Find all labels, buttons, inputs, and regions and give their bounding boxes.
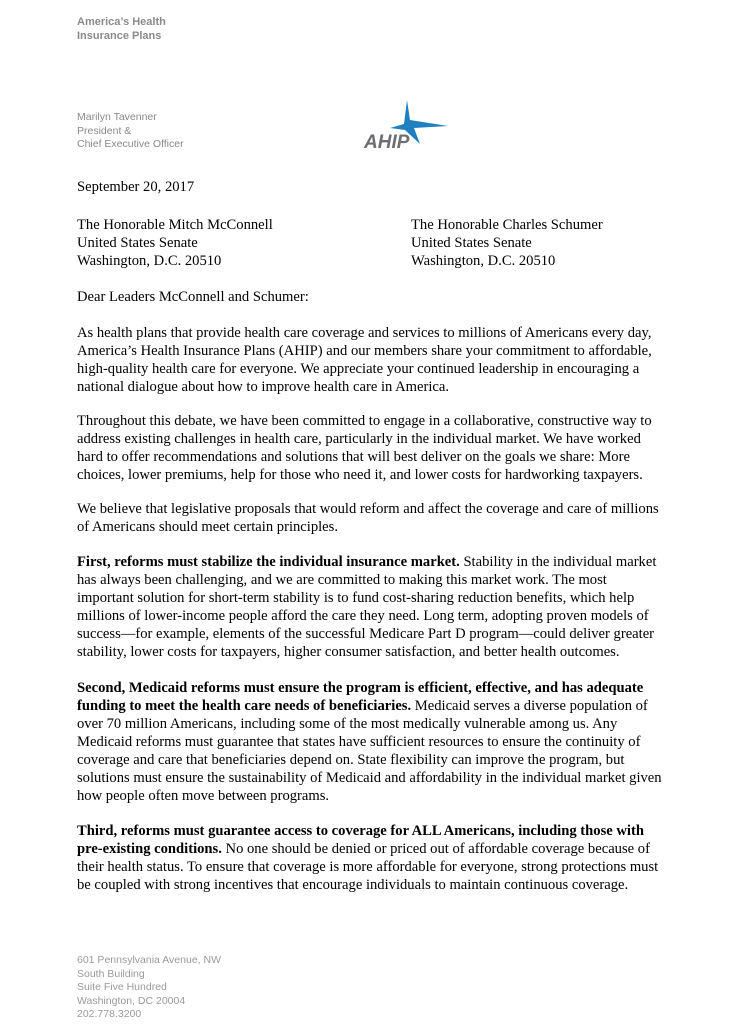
logo-text: AHIP (364, 132, 410, 153)
executive-block (77, 111, 184, 152)
paragraph-third-principle (77, 822, 697, 894)
executive-title-line1: President & (77, 124, 132, 137)
paragraph-line: high-quality health care for everyone. We appreciate your continued leadership in encouraging a (77, 361, 640, 377)
footer-address (77, 954, 221, 1022)
paragraph-line: address existing challenges in health care, particularly in the individual market. We have worked (77, 431, 641, 447)
paragraph-line: solutions must ensure the sustainability of Medicaid and affordability in the individual market given (77, 770, 662, 786)
paragraph-debate (77, 412, 697, 484)
paragraph-line: stability, lower costs for taxpayers, higher consumer satisfaction, and better health outcomes. (77, 644, 620, 660)
paragraph-line: has always been challenging, and we are committed to making this market work. The most (77, 572, 607, 588)
recipient-2-city: Washington, D.C. 20510 (411, 253, 556, 269)
salutation: Dear Leaders McConnell and Schumer: (77, 289, 309, 305)
principle-2-heading-cont: funding to meet the health care needs of beneficiaries. (77, 698, 412, 714)
executive-name: Marilyn Tavenner (77, 111, 157, 123)
principle-3-heading-cont: pre-existing conditions. (77, 841, 222, 857)
paragraph-line: their health status. To ensure that coverage is more affordable for everyone, strong protections must (77, 859, 659, 875)
principle-2-heading: Second, Medicaid reforms must ensure the program is efficient, effective, and has adequate (77, 680, 644, 696)
footer-building: South Building (77, 967, 145, 980)
paragraph-first-principle (77, 553, 697, 661)
letterhead-org-name (77, 15, 166, 43)
recipient-address-2 (411, 216, 603, 270)
recipient-2-name: The Honorable Charles Schumer (411, 217, 603, 233)
paragraph-line: coverage and care that beneficiaries depend on. State flexibility can improve the program, but (77, 752, 625, 768)
recipient-2-org: United States Senate (411, 235, 532, 251)
footer-street: 601 Pennsylvania Avenue, NW (77, 954, 221, 966)
footer-city: Washington, DC 20004 (77, 994, 186, 1007)
footer-phone: 202.778.3200 (77, 1008, 142, 1020)
org-name-line1: America’s Health (77, 16, 166, 28)
paragraph-line: Medicaid reforms must guarantee that states have sufficient resources to ensure the continuity of (77, 734, 641, 750)
paragraph-line: success—for example, elements of the successful Medicare Part D program—could deliver greater (77, 626, 655, 642)
ahip-logo (360, 98, 455, 154)
letter-date: September 20, 2017 (77, 179, 195, 195)
paragraph-line: important solution for short-term stability is to fund cost-sharing reduction benefits, which help (77, 590, 635, 606)
recipient-1-name: The Honorable Mitch McConnell (77, 217, 273, 233)
principle-3-heading: Third, reforms must guarantee access to coverage for ALL Americans, including those with (77, 823, 644, 839)
paragraph-line: As health plans that provide health care coverage and services to millions of Americans every day, (77, 325, 652, 341)
recipient-1-org: United States Senate (77, 235, 198, 251)
paragraph-line: Medicaid serves a diverse population of (411, 698, 648, 714)
org-name-line2: Insurance Plans (77, 30, 162, 42)
paragraph-line: be coupled with strong incentives that encourage individuals to maintain continuous coverage. (77, 877, 629, 893)
paragraph-intro (77, 324, 697, 396)
paragraph-second-principle (77, 679, 697, 805)
recipient-1-city: Washington, D.C. 20510 (77, 253, 222, 269)
paragraph-line: Throughout this debate, we have been committed to engage in a collaborative, constructive way to (77, 413, 652, 429)
paragraph-line: how people often move between programs. (77, 788, 330, 804)
paragraph-line: America’s Health Insurance Plans (AHIP) and our members share your commitment to affordable, (77, 343, 652, 359)
paragraph-line: hard to offer recommendations and solutions that will best deliver on the goals we share: More (77, 449, 630, 465)
paragraph-line: choices, lower premiums, help for those who need it, and lower costs for hardworking taxpayers. (77, 467, 643, 483)
executive-title-line2: Chief Executive Officer (77, 138, 184, 150)
paragraph-line: Stability in the individual market (459, 554, 657, 570)
paragraph-line: of Americans should meet certain principles. (77, 519, 338, 535)
footer-suite: Suite Five Hundred (77, 981, 167, 993)
paragraph-principles (77, 500, 697, 536)
paragraph-line: national dialogue about how to improve health care in America. (77, 379, 450, 395)
paragraph-line: We believe that legislative proposals that would reform and affect the coverage and care of millions (77, 501, 659, 517)
paragraph-line: No one should be denied or priced out of affordable coverage because of (221, 841, 650, 857)
paragraph-line: millions of lower-income people afford the care they need. Long term, adopting proven models of (77, 608, 649, 624)
recipient-address-1 (77, 216, 273, 270)
principle-1-heading: First, reforms must stabilize the individual insurance market. (77, 554, 460, 570)
paragraph-line: over 70 million Americans, including some of the most medically vulnerable among us. Any (77, 716, 618, 732)
